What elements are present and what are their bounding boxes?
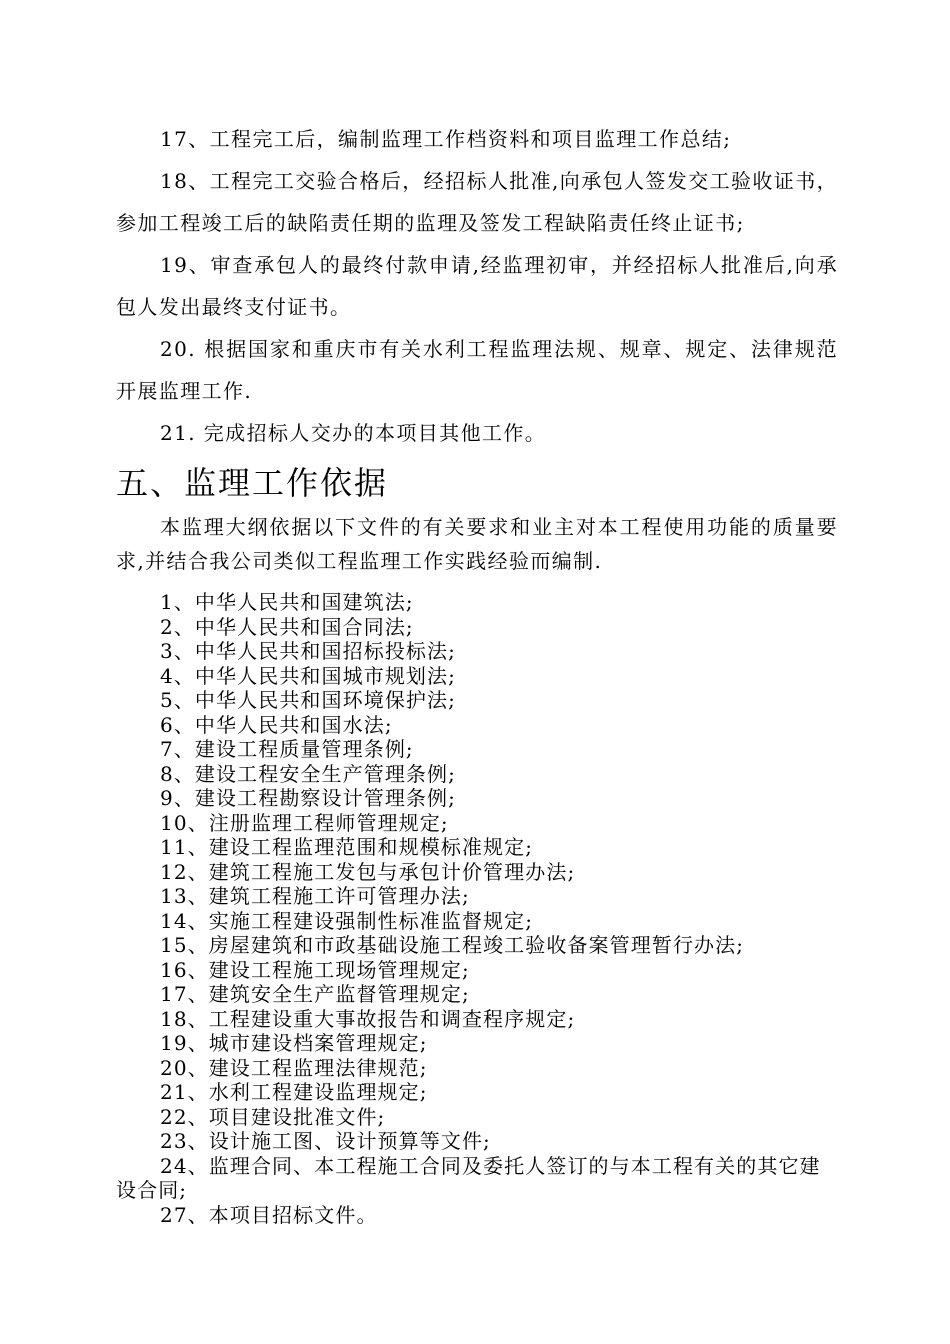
basis-item: 9、建设工程勘察设计管理条例;	[160, 786, 456, 810]
basis-item: 12、建筑工程施工发包与承包计价管理办法;	[160, 859, 576, 884]
basis-item: 17、建筑安全生产监督管理规定;	[160, 982, 470, 1006]
duty-item-19: 19、审查承包人的最终付款申请,经监理初审，并经招标人批准后,向承包人发出最终支付证书。	[116, 253, 838, 319]
basis-item: 14、实施工程建设强制性标准监督规定;	[160, 908, 534, 933]
basis-item: 5、中华人民共和国环境保护法;	[160, 688, 456, 712]
basis-item: 21、水利工程建设监理规定;	[160, 1080, 428, 1104]
duty-item-21: 21. 完成招标人交办的本项目其他工作。	[160, 421, 547, 445]
basis-item: 3、中华人民共和国招标投标法;	[160, 639, 456, 663]
basis-item: 2、中华人民共和国合同法;	[160, 614, 414, 639]
basis-item: 22、项目建设批准文件;	[160, 1104, 386, 1129]
section-intro: 本监理大纲依据以下文件的有关要求和业主对本工程使用功能的质量要求,并结合我公司类似工程监理工作实践经验而编制.	[116, 515, 838, 573]
basis-item: 4、中华人民共和国城市规划法;	[160, 663, 456, 688]
document-body	[116, 118, 838, 1227]
basis-item: 13、建筑工程施工许可管理办法;	[160, 884, 470, 908]
duty-item-20: 20. 根据国家和重庆市有关水利工程监理法规、规章、规定、法律规范开展监理工作.	[116, 337, 838, 403]
section-heading: 五、监理工作依据	[116, 464, 389, 502]
basis-item: 7、建设工程质量管理条例;	[160, 737, 414, 761]
basis-item: 16、建设工程施工现场管理规定;	[160, 957, 470, 982]
duties-list	[116, 118, 838, 454]
basis-item: 23、设计施工图、设计预算等文件;	[160, 1129, 491, 1153]
basis-item: 11、建设工程监理范围和规模标准规定;	[160, 835, 534, 859]
basis-item: 19、城市建设档案管理规定;	[160, 1031, 428, 1055]
basis-item: 10、注册监理工程师管理规定;	[160, 810, 449, 835]
basis-item: 24、监理合同、本工程施工合同及委托人签订的与本工程有关的其它建设合同;	[116, 1153, 821, 1202]
duty-item-17: 17、工程完工后，编制监理工作档资料和项目监理工作总结;	[160, 127, 732, 151]
basis-item: 6、中华人民共和国水法;	[160, 712, 393, 737]
basis-item: 27、本项目招标文件。	[160, 1202, 378, 1227]
duty-item-18: 18、工程完工交验合格后，经招标人批准,向承包人签发交工验收证书，参加工程竣工后的缺陷责任期的监理及签发工程缺陷责任终止证书;	[116, 169, 839, 235]
basis-list	[116, 590, 838, 1227]
basis-item: 18、工程建设重大事故报告和调查程序规定;	[160, 1006, 576, 1031]
basis-item: 8、建设工程安全生产管理条例;	[160, 761, 456, 786]
basis-item: 20、建设工程监理法律规范;	[160, 1055, 428, 1080]
basis-item: 15、房屋建筑和市政基础设施工程竣工验收备案管理暂行办法;	[160, 933, 745, 957]
basis-item: 1、中华人民共和国建筑法;	[160, 590, 414, 614]
